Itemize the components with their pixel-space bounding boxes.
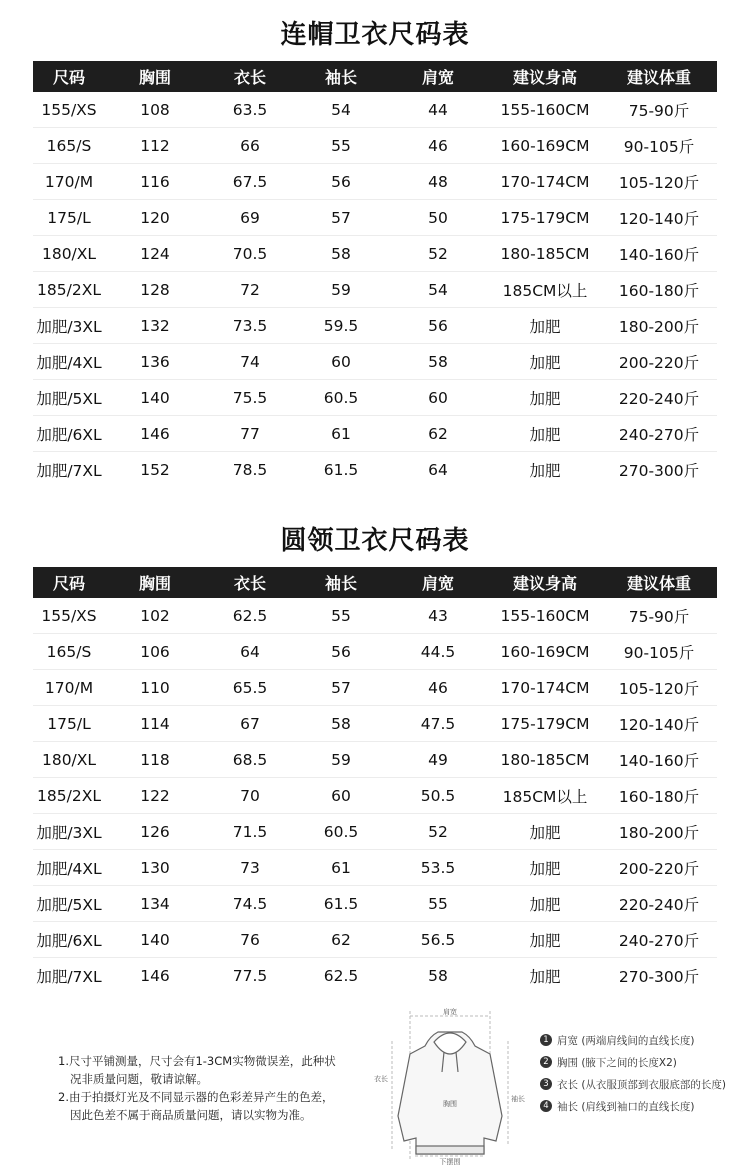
cell-height: 180-185CM bbox=[489, 742, 601, 778]
cell-length: 68.5 bbox=[205, 742, 295, 778]
cell-shoulder: 46 bbox=[387, 128, 489, 164]
cell-sleeve: 60 bbox=[295, 344, 387, 380]
cell-chest: 126 bbox=[105, 814, 205, 850]
hoodie-table-header bbox=[33, 61, 717, 92]
cell-shoulder: 58 bbox=[387, 344, 489, 380]
cell-height: 加肥 bbox=[489, 344, 601, 380]
legend-text: 衣长 (从衣服顶部到衣服底部的长度) bbox=[557, 1078, 727, 1091]
cell-size: 175/L bbox=[33, 200, 105, 236]
table-row bbox=[33, 92, 717, 128]
hoodie-size-table bbox=[33, 61, 717, 487]
cell-chest: 106 bbox=[105, 634, 205, 670]
cell-length: 74 bbox=[205, 344, 295, 380]
header-size: 尺码 bbox=[33, 61, 105, 92]
measurement-notes bbox=[58, 1052, 368, 1124]
cell-length: 73 bbox=[205, 850, 295, 886]
cell-weight: 240-270斤 bbox=[601, 922, 717, 958]
cell-shoulder: 44.5 bbox=[387, 634, 489, 670]
cell-size: 加肥/4XL bbox=[33, 850, 105, 886]
cell-size: 加肥/6XL bbox=[33, 416, 105, 452]
note-1-line-2: 况非质量问题，敬请谅解。 bbox=[70, 1072, 208, 1086]
header-sleeve: 袖长 bbox=[295, 61, 387, 92]
cell-size: 185/2XL bbox=[33, 778, 105, 814]
cell-sleeve: 54 bbox=[295, 92, 387, 128]
table-row bbox=[33, 778, 717, 814]
legend-text: 袖长 (肩线到袖口的直线长度) bbox=[557, 1100, 695, 1113]
cell-size: 165/S bbox=[33, 128, 105, 164]
cell-length: 70.5 bbox=[205, 236, 295, 272]
table-row bbox=[33, 670, 717, 706]
header-chest: 胸围 bbox=[105, 61, 205, 92]
cell-shoulder: 52 bbox=[387, 236, 489, 272]
cell-shoulder: 50.5 bbox=[387, 778, 489, 814]
cell-shoulder: 52 bbox=[387, 814, 489, 850]
cell-sleeve: 62.5 bbox=[323, 966, 359, 985]
note-2-line-1: 2.由于拍摄灯光及不同显示器的色彩差异产生的色差， bbox=[58, 1090, 334, 1104]
header-height: 建议身高 bbox=[489, 61, 601, 92]
header-shoulder: 肩宽 bbox=[387, 61, 489, 92]
cell-weight: 140-160斤 bbox=[601, 236, 717, 272]
cell-weight: 160-180斤 bbox=[601, 272, 717, 308]
cell-chest: 146 bbox=[140, 966, 170, 985]
cell-sleeve: 57 bbox=[295, 200, 387, 236]
cell-height: 170-174CM bbox=[489, 164, 601, 200]
header-length: 衣长 bbox=[205, 61, 295, 92]
header-height: 建议身高 bbox=[489, 567, 601, 598]
cell-length: 67 bbox=[205, 706, 295, 742]
cell-height: 175-179CM bbox=[489, 200, 601, 236]
cell-length: 64 bbox=[205, 634, 295, 670]
legend-item bbox=[540, 1052, 750, 1072]
table-row bbox=[33, 416, 717, 452]
cell-length: 69 bbox=[205, 200, 295, 236]
cell-shoulder: 60 bbox=[387, 380, 489, 416]
legend-text: 胸围 (腋下之间的长度X2) bbox=[557, 1056, 677, 1069]
table-row bbox=[33, 380, 717, 416]
cell-weight: 160-180斤 bbox=[601, 778, 717, 814]
cell-sleeve: 55 bbox=[295, 598, 387, 634]
cell-weight: 105-120斤 bbox=[601, 164, 717, 200]
legend-text: 肩宽 (两端肩线间的直线长度) bbox=[557, 1034, 695, 1047]
header-size: 尺码 bbox=[33, 567, 105, 598]
crewneck-table-header bbox=[33, 567, 717, 598]
legend-number-badge: 2 bbox=[540, 1056, 552, 1068]
cell-weight: 90-105斤 bbox=[601, 634, 717, 670]
cell-sleeve: 56 bbox=[295, 164, 387, 200]
cell-shoulder: 49 bbox=[387, 742, 489, 778]
table-row bbox=[33, 814, 717, 850]
cell-chest: 120 bbox=[105, 200, 205, 236]
cell-weight: 270-300斤 bbox=[618, 461, 700, 480]
cell-shoulder: 58 bbox=[428, 966, 448, 985]
cell-size: 加肥/7XL bbox=[36, 461, 102, 480]
note-2-line-2: 因此色差不属于商品质量问题，请以实物为准。 bbox=[70, 1108, 312, 1122]
header-shoulder: 肩宽 bbox=[387, 567, 489, 598]
cell-height: 加肥 bbox=[489, 814, 601, 850]
header-length: 衣长 bbox=[205, 567, 295, 598]
cell-weight: 120-140斤 bbox=[601, 706, 717, 742]
cell-sleeve: 59 bbox=[295, 742, 387, 778]
cell-weight: 200-220斤 bbox=[601, 344, 717, 380]
cell-size: 加肥/3XL bbox=[33, 814, 105, 850]
cell-weight: 75-90斤 bbox=[601, 92, 717, 128]
cell-chest: 140 bbox=[105, 922, 205, 958]
cell-height: 加肥 bbox=[489, 850, 601, 886]
cell-chest: 132 bbox=[105, 308, 205, 344]
cell-height: 185CM以上 bbox=[489, 272, 601, 308]
cell-size: 加肥/5XL bbox=[33, 380, 105, 416]
cell-length: 78.5 bbox=[232, 460, 268, 479]
cell-size: 加肥/4XL bbox=[33, 344, 105, 380]
cell-sleeve: 61 bbox=[295, 416, 387, 452]
cell-chest: 102 bbox=[105, 598, 205, 634]
table-row bbox=[33, 958, 717, 994]
cell-size: 180/XL bbox=[33, 742, 105, 778]
cell-shoulder: 44 bbox=[387, 92, 489, 128]
hoodie-measurement-diagram bbox=[370, 1006, 530, 1166]
cell-height: 加肥 bbox=[489, 886, 601, 922]
cell-weight: 220-240斤 bbox=[601, 380, 717, 416]
cell-weight: 180-200斤 bbox=[601, 308, 717, 344]
cell-sleeve: 60 bbox=[295, 778, 387, 814]
cell-size: 155/XS bbox=[33, 92, 105, 128]
cell-shoulder: 47.5 bbox=[387, 706, 489, 742]
cell-sleeve: 56 bbox=[295, 634, 387, 670]
cell-height: 155-160CM bbox=[489, 598, 601, 634]
diagram-label-chest: 胸围 bbox=[443, 1100, 457, 1108]
cell-size: 165/S bbox=[33, 634, 105, 670]
legend-number-badge: 1 bbox=[540, 1034, 552, 1046]
cell-size: 170/M bbox=[33, 164, 105, 200]
hoodie-table-title: 连帽卫衣尺码表 bbox=[280, 20, 470, 50]
cell-sleeve: 59.5 bbox=[295, 308, 387, 344]
cell-size: 185/2XL bbox=[33, 272, 105, 308]
cell-length: 65.5 bbox=[205, 670, 295, 706]
cell-weight: 240-270斤 bbox=[601, 416, 717, 452]
cell-sleeve: 58 bbox=[295, 706, 387, 742]
cell-height: 加肥 bbox=[489, 380, 601, 416]
crewneck-table-body bbox=[33, 598, 717, 993]
note-1-line-1: 1.尺寸平铺测量，尺寸会有1-3CM实物微误差，此种状 bbox=[58, 1054, 336, 1068]
cell-height: 加肥 bbox=[489, 308, 601, 344]
cell-chest: 152 bbox=[140, 460, 170, 479]
cell-shoulder: 62 bbox=[387, 416, 489, 452]
cell-length: 75.5 bbox=[205, 380, 295, 416]
cell-height: 160-169CM bbox=[489, 634, 601, 670]
cell-length: 66 bbox=[205, 128, 295, 164]
cell-size: 180/XL bbox=[33, 236, 105, 272]
table-row bbox=[33, 886, 717, 922]
cell-weight: 220-240斤 bbox=[601, 886, 717, 922]
cell-chest: 108 bbox=[105, 92, 205, 128]
legend-item bbox=[540, 1074, 750, 1094]
cell-size: 175/L bbox=[33, 706, 105, 742]
cell-shoulder: 50 bbox=[387, 200, 489, 236]
cell-chest: 114 bbox=[105, 706, 205, 742]
cell-height: 185CM以上 bbox=[489, 778, 601, 814]
header-sleeve: 袖长 bbox=[295, 567, 387, 598]
cell-length: 71.5 bbox=[205, 814, 295, 850]
cell-size: 加肥/6XL bbox=[33, 922, 105, 958]
table-row bbox=[33, 200, 717, 236]
cell-shoulder: 56.5 bbox=[387, 922, 489, 958]
table-row bbox=[33, 742, 717, 778]
cell-sleeve: 58 bbox=[295, 236, 387, 272]
diagram-label-hem: 下摆围 bbox=[439, 1158, 461, 1166]
cell-height: 155-160CM bbox=[489, 92, 601, 128]
cell-weight: 270-300斤 bbox=[618, 967, 700, 986]
cell-weight: 180-200斤 bbox=[601, 814, 717, 850]
cell-length: 77 bbox=[205, 416, 295, 452]
cell-chest: 140 bbox=[105, 380, 205, 416]
cell-weight: 75-90斤 bbox=[601, 598, 717, 634]
cell-chest: 118 bbox=[105, 742, 205, 778]
cell-height: 加肥 bbox=[489, 922, 601, 958]
diagram-label-length: 衣长 bbox=[374, 1075, 388, 1083]
cell-height: 160-169CM bbox=[489, 128, 601, 164]
cell-length: 76 bbox=[205, 922, 295, 958]
cell-size: 加肥/5XL bbox=[33, 886, 105, 922]
cell-sleeve: 55 bbox=[295, 128, 387, 164]
legend-number-badge: 4 bbox=[540, 1100, 552, 1112]
cell-chest: 124 bbox=[105, 236, 205, 272]
cell-height: 加肥 bbox=[529, 967, 561, 986]
cell-sleeve: 59 bbox=[295, 272, 387, 308]
cell-sleeve: 61.5 bbox=[323, 460, 359, 479]
cell-size: 加肥/7XL bbox=[36, 967, 102, 986]
cell-length: 77.5 bbox=[232, 966, 268, 985]
cell-chest: 110 bbox=[105, 670, 205, 706]
cell-length: 72 bbox=[205, 272, 295, 308]
cell-chest: 136 bbox=[105, 344, 205, 380]
cell-shoulder: 56 bbox=[387, 308, 489, 344]
cell-height: 加肥 bbox=[529, 461, 561, 480]
cell-sleeve: 61.5 bbox=[295, 886, 387, 922]
cell-chest: 130 bbox=[105, 850, 205, 886]
cell-shoulder: 55 bbox=[387, 886, 489, 922]
table-row bbox=[33, 598, 717, 634]
cell-chest: 116 bbox=[105, 164, 205, 200]
table-row bbox=[33, 308, 717, 344]
legend-item bbox=[540, 1096, 750, 1116]
cell-weight: 105-120斤 bbox=[601, 670, 717, 706]
cell-shoulder: 48 bbox=[387, 164, 489, 200]
cell-height: 170-174CM bbox=[489, 670, 601, 706]
cell-chest: 112 bbox=[105, 128, 205, 164]
cell-sleeve: 60.5 bbox=[295, 380, 387, 416]
cell-length: 70 bbox=[205, 778, 295, 814]
cell-length: 62.5 bbox=[205, 598, 295, 634]
cell-weight: 200-220斤 bbox=[601, 850, 717, 886]
cell-weight: 90-105斤 bbox=[601, 128, 717, 164]
cell-shoulder: 54 bbox=[387, 272, 489, 308]
cell-shoulder: 64 bbox=[428, 460, 448, 479]
cell-height: 加肥 bbox=[489, 416, 601, 452]
cell-chest: 134 bbox=[105, 886, 205, 922]
table-row bbox=[33, 272, 717, 308]
hoodie-table-body bbox=[33, 92, 717, 487]
crewneck-table-title: 圆领卫衣尺码表 bbox=[280, 526, 470, 556]
header-weight: 建议体重 bbox=[601, 567, 717, 598]
cell-height: 175-179CM bbox=[489, 706, 601, 742]
cell-size: 170/M bbox=[33, 670, 105, 706]
diagram-label-shoulder: 肩宽 bbox=[443, 1008, 457, 1016]
cell-height: 180-185CM bbox=[489, 236, 601, 272]
table-row bbox=[33, 164, 717, 200]
cell-weight: 120-140斤 bbox=[601, 200, 717, 236]
table-row bbox=[33, 850, 717, 886]
cell-shoulder: 43 bbox=[387, 598, 489, 634]
cell-shoulder: 46 bbox=[387, 670, 489, 706]
header-weight: 建议体重 bbox=[601, 61, 717, 92]
table-row bbox=[33, 922, 717, 958]
cell-length: 73.5 bbox=[205, 308, 295, 344]
table-row bbox=[33, 706, 717, 742]
cell-sleeve: 57 bbox=[295, 670, 387, 706]
diagram-label-sleeve: 袖长 bbox=[511, 1095, 525, 1103]
cell-shoulder: 53.5 bbox=[387, 850, 489, 886]
cell-chest: 128 bbox=[105, 272, 205, 308]
table-row bbox=[33, 344, 717, 380]
header-chest: 胸围 bbox=[105, 567, 205, 598]
table-row bbox=[33, 634, 717, 670]
cell-length: 67.5 bbox=[205, 164, 295, 200]
cell-weight: 140-160斤 bbox=[601, 742, 717, 778]
crewneck-size-table bbox=[33, 567, 717, 993]
table-row bbox=[33, 128, 717, 164]
table-row bbox=[33, 236, 717, 272]
table-row bbox=[33, 452, 717, 488]
cell-chest: 122 bbox=[105, 778, 205, 814]
cell-sleeve: 62 bbox=[295, 922, 387, 958]
cell-chest: 146 bbox=[105, 416, 205, 452]
hoodie-outline-icon bbox=[398, 1032, 502, 1154]
cell-size: 加肥/3XL bbox=[33, 308, 105, 344]
cell-size: 155/XS bbox=[33, 598, 105, 634]
cell-sleeve: 61 bbox=[295, 850, 387, 886]
cell-length: 74.5 bbox=[205, 886, 295, 922]
cell-sleeve: 60.5 bbox=[295, 814, 387, 850]
cell-length: 63.5 bbox=[205, 92, 295, 128]
legend-number-badge: 3 bbox=[540, 1078, 552, 1090]
legend-item bbox=[540, 1030, 750, 1050]
measurement-legend bbox=[540, 1030, 750, 1118]
